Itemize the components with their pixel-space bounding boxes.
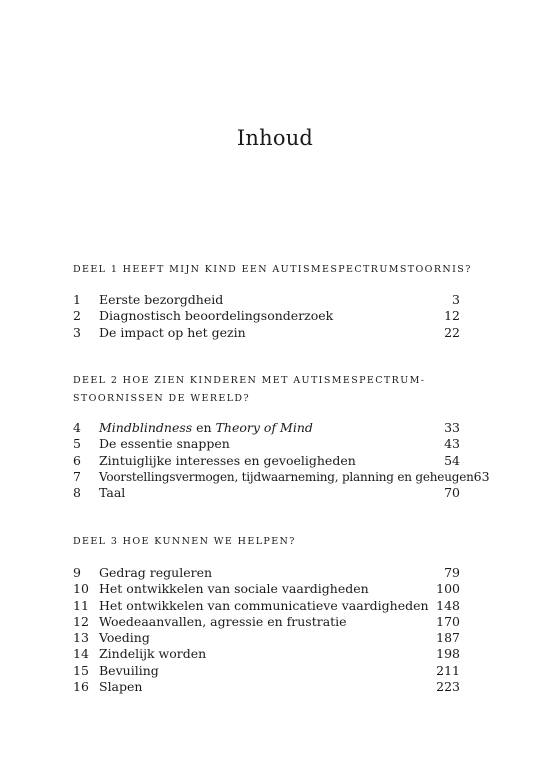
page-number: 170 — [436, 613, 460, 629]
toc-entry[interactable] — [73, 468, 490, 485]
chapter-title: De essentie snappen — [99, 436, 230, 452]
toc-entry[interactable] — [73, 581, 460, 597]
chapter-number: 4 — [73, 420, 81, 435]
chapter-title: Gedrag reguleren — [99, 565, 213, 580]
toc-entry[interactable] — [73, 420, 460, 436]
page-number: 3 — [452, 292, 460, 307]
toc-entry[interactable] — [73, 565, 460, 581]
chapter-number: 7 — [73, 468, 81, 484]
chapter-number: 9 — [73, 565, 81, 580]
chapter-number: 5 — [73, 436, 81, 452]
page-number: 43 — [444, 436, 460, 452]
page-number: 187 — [436, 630, 460, 646]
chapter-title: Het ontwikkelen van communicatieve vaardigheden — [99, 597, 429, 613]
page-number: 100 — [436, 581, 460, 597]
page-number: 211 — [436, 662, 460, 678]
chapter-number: 13 — [73, 630, 89, 646]
toc-section-3 — [73, 565, 460, 695]
chapter-title: Woedeaanvallen, agressie en frustratie — [99, 613, 347, 629]
chapter-title: Bevuiling — [99, 662, 159, 678]
chapter-title — [99, 420, 444, 436]
chapter-number: 11 — [73, 597, 89, 613]
page-number: 22 — [444, 324, 460, 340]
page-number: 148 — [436, 597, 460, 613]
toc-entry[interactable] — [73, 436, 460, 452]
chapter-title-italic: Mindblindness — [99, 420, 193, 435]
chapter-number: 12 — [73, 613, 89, 629]
chapter-title-italic: Theory of Mind — [215, 420, 313, 435]
toc-entry[interactable] — [73, 614, 460, 630]
chapter-title: Diagnostisch beoordelingsonderzoek — [99, 308, 334, 324]
toc-entry[interactable] — [73, 485, 460, 501]
toc-section-2 — [73, 420, 490, 501]
page-number: 70 — [444, 485, 460, 501]
page-number: 198 — [436, 646, 460, 662]
toc-entry[interactable] — [73, 292, 460, 308]
chapter-title: Zintuiglijke interesses en gevoeligheden — [99, 452, 356, 468]
toc-section-1 — [73, 292, 460, 341]
chapter-title-connector: en — [192, 420, 216, 435]
toc-entry[interactable] — [73, 453, 460, 469]
chapter-number: 3 — [73, 324, 81, 340]
chapter-number: 14 — [73, 646, 89, 662]
toc-entry[interactable] — [73, 646, 460, 662]
page-number: 63 — [473, 468, 490, 484]
chapter-title: Slapen — [99, 679, 143, 695]
toc-entry[interactable] — [73, 325, 460, 341]
toc-entry[interactable] — [73, 679, 460, 695]
section-heading-deel-1: DEEL 1 HEEFT MIJN KIND EEN AUTISMESPECTRUMSTOORNIS? — [73, 264, 472, 275]
toc-entry[interactable] — [73, 663, 460, 679]
chapter-title: Eerste bezorgdheid — [99, 292, 224, 307]
page-number: 12 — [444, 308, 460, 324]
page-number: 223 — [436, 679, 460, 695]
chapter-title: Het ontwikkelen van sociale vaardigheden — [99, 581, 369, 597]
chapter-title: Taal — [99, 485, 126, 501]
page-title: Inhoud — [236, 126, 314, 150]
section-heading-deel-3: DEEL 3 HOE KUNNEN WE HELPEN? — [73, 536, 296, 547]
chapter-title: Voorstellingsvermogen, tijdwaarneming, planning en geheugen — [99, 469, 474, 484]
chapter-number: 6 — [73, 452, 81, 468]
toc-entry[interactable] — [73, 598, 460, 614]
chapter-number: 8 — [73, 485, 81, 501]
chapter-number: 2 — [73, 308, 81, 324]
toc-entry[interactable] — [73, 630, 460, 646]
chapter-number: 15 — [73, 662, 89, 678]
chapter-number: 16 — [73, 679, 89, 695]
section-heading-deel-2: DEEL 2 HOE ZIEN KINDEREN MET AUTISMESPECTRUM-STOORNISSEN DE WERELD? — [73, 375, 426, 404]
chapter-title: Voeding — [99, 630, 150, 646]
chapter-number: 1 — [73, 292, 81, 307]
chapter-number: 10 — [73, 581, 89, 597]
toc-entry[interactable] — [73, 308, 460, 324]
page-number: 54 — [444, 452, 460, 468]
chapter-title: Zindelijk worden — [99, 646, 207, 662]
page-number: 33 — [444, 420, 460, 435]
page-number: 79 — [444, 565, 460, 580]
chapter-title: De impact op het gezin — [99, 324, 246, 340]
